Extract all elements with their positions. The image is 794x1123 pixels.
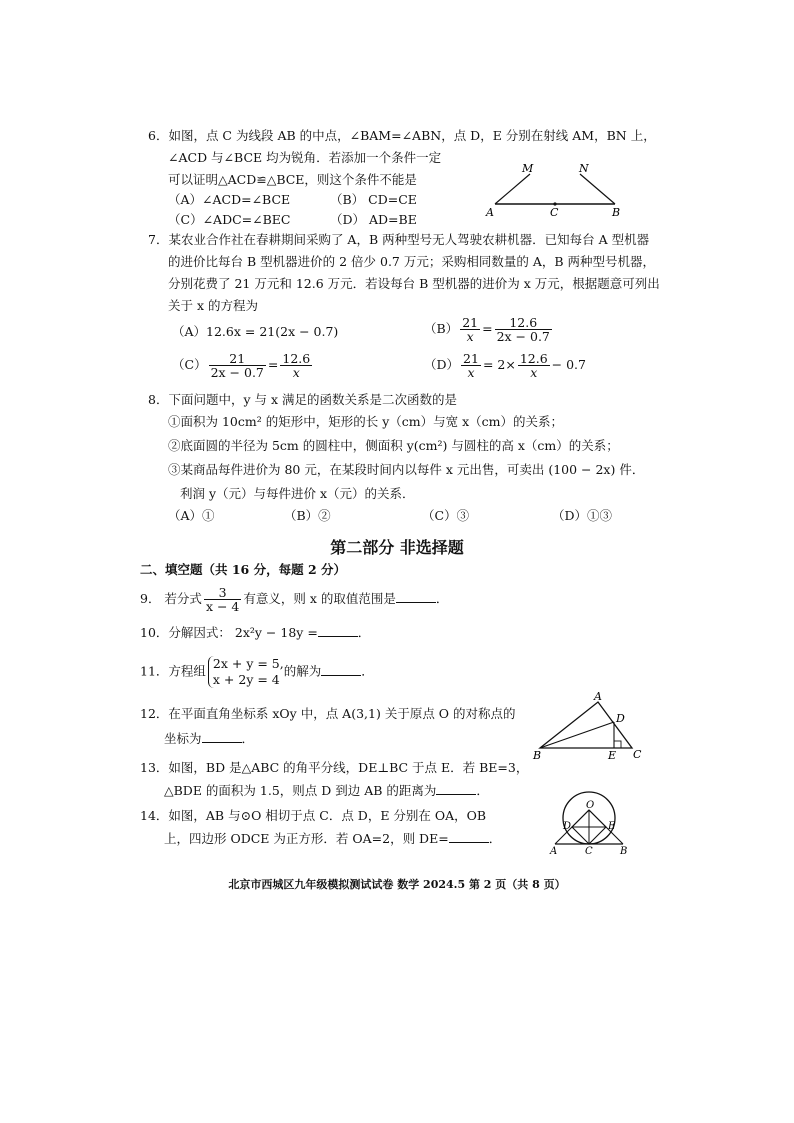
q7-b-den1: x: [466, 329, 474, 344]
q7-c-den1: 2x − 0.7: [210, 365, 264, 380]
q11-equation1: 2x + y = 5,: [212, 656, 284, 671]
q7-d-num1: 21: [463, 351, 479, 366]
q9-answer-blank[interactable]: [396, 590, 436, 603]
q7-b-eq: =: [482, 321, 493, 336]
q11-end: ．: [361, 663, 374, 679]
q6-ray-bn: [580, 174, 615, 204]
q13-line1: 13．如图，BD 是△ABC 的角平分线，DE⊥BC 于点 E．若 BE=3，: [140, 760, 529, 775]
q14-label-c: C: [585, 846, 593, 856]
q7-option-b-label: （B）: [424, 321, 459, 336]
q7-d-den1: x: [467, 365, 475, 380]
q13-label-b: B: [533, 749, 542, 762]
q7-d-frac1: [461, 352, 481, 379]
q7-option-b: [424, 316, 554, 343]
q13-label-c: C: [633, 748, 642, 761]
q6-label-b: B: [612, 206, 621, 219]
q7-d-num2: 12.6: [519, 351, 548, 366]
q6-line2: ∠ACD 与∠BCE 均为锐角．若添加一个条件一定: [168, 150, 442, 165]
q6-figure: [480, 158, 630, 220]
q14-label-o: O: [586, 800, 595, 811]
q8-item2: ②底面圆的半径为 5cm 的圆柱中，侧面积 y(cm²) 与圆柱的高 x（cm）的关系；: [168, 438, 619, 453]
q13-end: ．: [476, 783, 489, 798]
q13-text: △BDE 的面积为 1.5，则点 D 到边 AB 的距离为: [164, 783, 437, 798]
q12-text: 坐标为: [164, 731, 202, 746]
q7-d-frac2: [518, 352, 550, 379]
q6-option-c: （C）∠ADC=∠BEC: [168, 212, 291, 227]
q14-text: 上，四边形 ODCE 为正方形．若 OA=2，则 DE=: [164, 831, 449, 846]
q13-label-a: A: [594, 692, 602, 703]
q7-line3: 分别花费了 21 万元和 12.6 万元．若设每台 B 型机器的进价为 x 万元，根据题意可列出: [168, 276, 660, 291]
q10-end: ．: [357, 625, 371, 640]
q7-c-eq: =: [267, 357, 279, 372]
q13-right-angle-mark: [614, 741, 621, 748]
q9-prefix: 9． 若分式: [140, 591, 202, 606]
q6-label-a: A: [486, 206, 494, 219]
q7-c-num2: 12.6: [282, 351, 311, 366]
q12-answer-blank[interactable]: [202, 730, 242, 743]
q13-figure: [530, 692, 650, 762]
q8-option-d: （D）①③: [552, 508, 613, 523]
section-title: 第二部分 非选择题: [330, 538, 464, 557]
q6-ray-am: [495, 174, 530, 204]
q7-option-a: （A）12.6x = 21(2x − 0.7): [172, 324, 339, 339]
q7-option-c-label: （C）: [172, 357, 207, 372]
q7-d-tail: − 0.7: [551, 357, 586, 372]
q6-label-c: C: [550, 206, 559, 219]
q14-answer-blank[interactable]: [449, 830, 489, 843]
q13-label-d: D: [616, 712, 625, 725]
q8-option-a: （A）①: [168, 508, 215, 523]
q13-line2: [164, 782, 489, 799]
q7-b-frac1: [460, 316, 480, 343]
q14-label-b: B: [620, 846, 628, 856]
q7-c-frac1: [209, 352, 266, 379]
q11-answer-blank[interactable]: [321, 663, 361, 676]
q8-item3b: 利润 y（元）与每件进价 x（元）的关系．: [180, 486, 415, 501]
page-footer: 北京市西城区九年级模拟测试试卷 数学 2024.5 第 2 页（共 8 页）: [228, 878, 566, 891]
q7-d-eq: = 2×: [482, 357, 516, 372]
q14-end: ．: [488, 831, 502, 846]
q8-line1: 8．下面问题中，y 与 x 满足的函数关系是二次函数的是: [148, 392, 457, 407]
q7-b-den2: 2x − 0.7: [496, 329, 550, 344]
q7-option-d-label: （D）: [424, 357, 460, 372]
q9-denominator: x − 4: [205, 599, 240, 614]
q12-line2: [164, 730, 254, 747]
q14-figure: [540, 790, 630, 856]
q10-answer-blank[interactable]: [318, 624, 358, 637]
q11-prefix: 11．方程组: [140, 663, 206, 679]
q7-c-num1: 21: [209, 352, 266, 366]
q14-line2: [164, 830, 501, 847]
q6-option-d: （D） AD=BE: [330, 212, 417, 227]
q6-label-n: N: [579, 162, 589, 175]
q8-option-c: （C）③: [422, 508, 470, 523]
q11-text: 的解为: [283, 663, 322, 679]
q10-text: 10．分解因式： 2x²y − 18y =: [140, 625, 318, 640]
q7-b-num2: 12.6: [495, 316, 552, 330]
q7-line1: 7．某农业合作社在春耕期间采购了 A，B 两种型号无人驾驶农耕机器．已知每台 A 型机器: [148, 232, 650, 247]
q14-line1: 14．如图，AB 与⊙O 相切于点 C．点 D，E 分别在 OA，OB: [140, 808, 487, 823]
q7-line4: 关于 x 的方程为: [168, 298, 258, 313]
q14-label-a: A: [550, 846, 558, 856]
q7-option-d: [424, 352, 586, 379]
q7-option-c: [172, 352, 314, 379]
q7-line2: 的进价比每台 B 型机器进价的 2 倍少 0.7 万元；采购相同数量的 A，B 两种型号机器，: [168, 254, 656, 269]
q8-item3a: ③某商品每件进价为 80 元，在某段时间内以每件 x 元出售，可卖出 (100 − 2x) 件．: [168, 462, 645, 477]
q11-system: [208, 656, 284, 688]
q7-c-den2: x: [292, 365, 300, 380]
q13-answer-blank[interactable]: [436, 782, 476, 795]
q10: [140, 624, 370, 641]
q8-option-b: （B）②: [284, 508, 331, 523]
q13-bisector-bd: [540, 722, 614, 748]
q9-end: ．: [435, 591, 449, 606]
q14-label-d: D: [563, 821, 572, 832]
q9: [140, 586, 448, 613]
q8-item1: ①面积为 10cm² 的矩形中，矩形的长 y（cm）与宽 x（cm）的关系；: [168, 414, 563, 429]
q6-label-m: M: [522, 162, 534, 175]
q6-line3: 可以证明△ACD≌△BCE，则这个条件不能是: [168, 172, 417, 187]
q9-numerator: 3: [204, 586, 241, 600]
q6-line1: 6．如图，点 C 为线段 AB 的中点，∠BAM=∠ABN，点 D，E 分别在射线 AM，BN 上，: [148, 128, 656, 143]
q13-label-e: E: [608, 749, 617, 762]
q6-option-a: （A）∠ACD=∠BCE: [168, 192, 291, 207]
q11-equation2: x + 2y = 4: [212, 672, 280, 687]
q11: [140, 656, 374, 688]
q9-text: 有意义，则 x 的取值范围是: [243, 591, 396, 606]
q7-d-den2: x: [530, 365, 538, 380]
q14-label-e: E: [608, 821, 616, 832]
q12-line1: 12．在平面直角坐标系 xOy 中，点 A(3,1) 关于原点 O 的对称点的: [140, 706, 516, 721]
q9-fraction: [204, 586, 241, 613]
q6-option-b: （B） CD=CE: [330, 192, 417, 207]
q12-end: ．: [241, 731, 255, 746]
q7-c-frac2: [280, 352, 312, 379]
section-subtitle: 二、填空题（共 16 分，每题 2 分）: [140, 562, 347, 577]
q7-b-num1: 21: [462, 315, 479, 330]
q7-b-frac2: [495, 316, 552, 343]
